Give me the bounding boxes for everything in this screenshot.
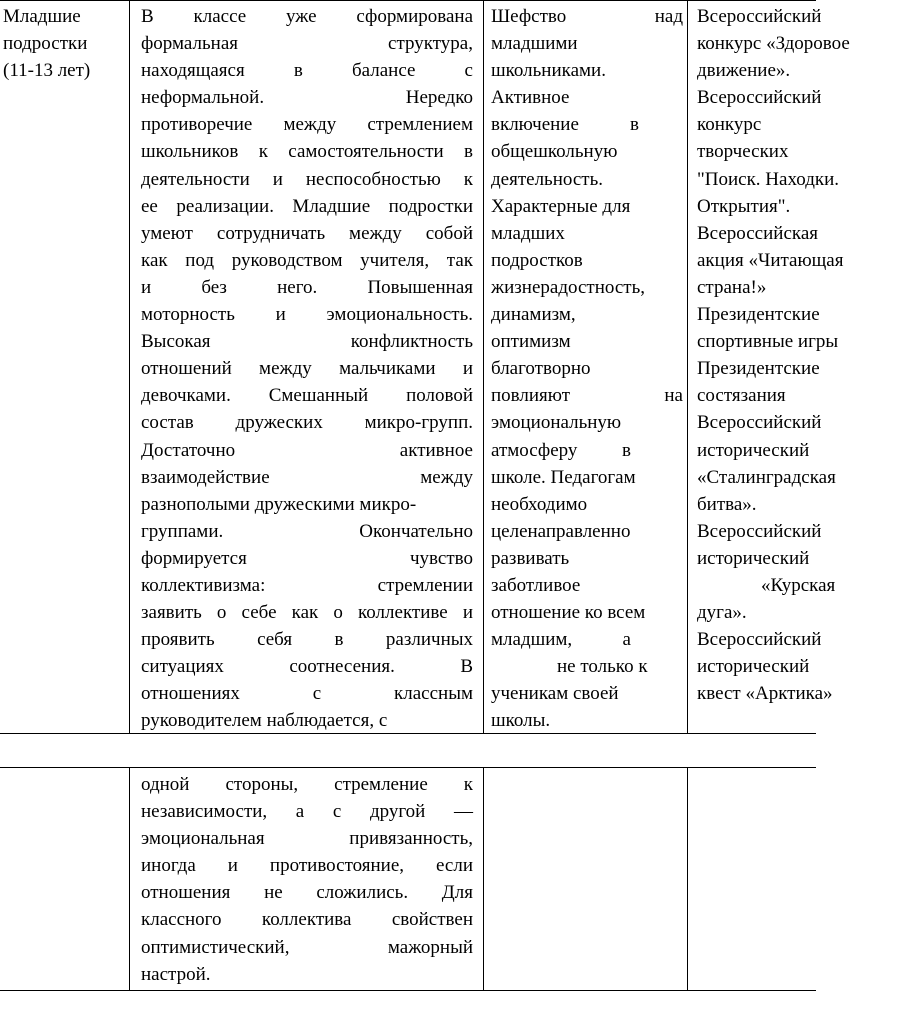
characteristics-line: школьников к самостоятельности в bbox=[141, 141, 473, 163]
tasks-line: школы. bbox=[491, 710, 551, 732]
tasks-line: атмосферу в bbox=[491, 439, 631, 461]
tasks-line: младшими bbox=[491, 33, 578, 55]
characteristics-line: деятельности и неспособностью к bbox=[141, 168, 473, 190]
events-line: Всероссийский bbox=[697, 629, 822, 651]
tasks-line: благотворно bbox=[491, 358, 591, 380]
characteristics-line: девочками. Смешанный половой bbox=[141, 385, 473, 407]
characteristics-line: ситуациях соотнесения. В bbox=[141, 656, 473, 678]
characteristics-line: и без него. Повышенная bbox=[141, 276, 473, 298]
events-line: квест «Арктика» bbox=[697, 683, 833, 705]
table1-top-border bbox=[0, 0, 816, 1]
events-line: конкурс bbox=[697, 114, 762, 136]
events-line: страна!» bbox=[697, 276, 767, 298]
table2-divider-2 bbox=[483, 767, 484, 990]
characteristics-line: находящаяся в балансе с bbox=[141, 60, 473, 82]
tasks-line: младшим, а bbox=[491, 629, 631, 651]
table2-bottom-border bbox=[0, 990, 816, 991]
characteristics-line: формальная структура, bbox=[141, 33, 473, 55]
events-line: «Курская bbox=[761, 574, 836, 596]
characteristics-line: группами. Окончательно bbox=[141, 520, 473, 542]
events-line: состязания bbox=[697, 385, 786, 407]
table1-divider-2 bbox=[483, 0, 484, 733]
tasks-line: подростков bbox=[491, 249, 583, 271]
events-line: спортивные игры bbox=[697, 331, 839, 353]
characteristics-line: иногда и противостояние, если bbox=[141, 855, 473, 877]
tasks-line: жизнерадостность, bbox=[491, 276, 646, 298]
events-line: Президентские bbox=[697, 358, 820, 380]
tasks-line: развивать bbox=[491, 547, 570, 569]
characteristics-cell bbox=[141, 3, 473, 735]
tasks-line: динамизм, bbox=[491, 304, 576, 326]
tasks-line: школе. Педагогам bbox=[491, 466, 636, 488]
tasks-line: не только к bbox=[557, 656, 648, 678]
tasks-line: Характерные для bbox=[491, 195, 631, 217]
age-line: (11-13 лет) bbox=[3, 60, 91, 82]
events-line: творческих bbox=[697, 141, 789, 163]
events-line: Президентские bbox=[697, 304, 820, 326]
tasks-line: общешкольную bbox=[491, 141, 618, 163]
characteristics-line: как под руководством учителя, так bbox=[141, 249, 473, 271]
events-line: исторический bbox=[697, 656, 810, 678]
events-line: дуга». bbox=[697, 602, 747, 624]
characteristics-line: состав дружеских микро-групп. bbox=[141, 412, 473, 434]
characteristics-line: неформальной. Нередко bbox=[141, 87, 473, 109]
events-line: «Сталинградская bbox=[697, 466, 836, 488]
table2-divider-1 bbox=[129, 767, 130, 990]
events-line: движение». bbox=[697, 60, 791, 82]
characteristics-line: противоречие между стремлением bbox=[141, 114, 473, 136]
tasks-line: необходимо bbox=[491, 493, 588, 515]
characteristics-line: руководителем наблюдается, с bbox=[141, 710, 388, 732]
events-line: Всероссийский bbox=[697, 520, 822, 542]
characteristics-continued-cell bbox=[141, 771, 473, 988]
characteristics-line: отношениях с классным bbox=[141, 683, 473, 705]
tasks-line: повлияют на bbox=[491, 385, 683, 407]
tasks-line: ученикам своей bbox=[491, 683, 619, 705]
characteristics-line: В классе уже сформирована bbox=[141, 6, 473, 27]
characteristics-line: одной стороны, стремление к bbox=[141, 774, 473, 795]
table2-top-border bbox=[0, 767, 816, 768]
events-line: исторический bbox=[697, 547, 810, 569]
events-line: Открытия". bbox=[697, 195, 791, 217]
events-line: конкурс «Здоровое bbox=[697, 33, 850, 55]
table1-divider-3 bbox=[687, 0, 688, 733]
table1-divider-1 bbox=[129, 0, 130, 733]
events-line: Всероссийский bbox=[697, 87, 822, 109]
tasks-cell bbox=[491, 3, 683, 735]
tasks-line: Активное bbox=[491, 87, 570, 109]
characteristics-line: взаимодействие между bbox=[141, 466, 473, 488]
tasks-line: младших bbox=[491, 222, 565, 244]
tasks-line: деятельность. bbox=[491, 168, 604, 190]
characteristics-line: проявить себя в различных bbox=[141, 629, 473, 651]
characteristics-line: заявить о себе как о коллективе и bbox=[141, 602, 473, 624]
characteristics-line: отношения не сложились. Для bbox=[141, 882, 473, 904]
events-line: акция «Читающая bbox=[697, 249, 844, 271]
characteristics-line: отношений между мальчиками и bbox=[141, 358, 473, 380]
events-line: Всероссийская bbox=[697, 222, 818, 244]
characteristics-line: эмоциональная привязанность, bbox=[141, 828, 473, 850]
characteristics-line: умеют сотрудничать между собой bbox=[141, 222, 473, 244]
tasks-line: оптимизм bbox=[491, 331, 571, 353]
characteristics-line: коллективизма: стремлении bbox=[141, 574, 473, 596]
characteristics-line: Достаточно активное bbox=[141, 439, 473, 461]
events-line: битва». bbox=[697, 493, 757, 515]
age-line: подростки bbox=[3, 33, 88, 55]
age-line: Младшие bbox=[3, 6, 81, 27]
tasks-line: школьниками. bbox=[491, 60, 606, 82]
characteristics-line: разнополыми дружескими микро- bbox=[141, 493, 417, 515]
characteristics-line: классного коллектива свойствен bbox=[141, 909, 473, 931]
characteristics-line: моторность и эмоциональность. bbox=[141, 304, 473, 326]
characteristics-line: формируется чувство bbox=[141, 547, 473, 569]
characteristics-line: оптимистический, мажорный bbox=[141, 936, 473, 958]
characteristics-line: независимости, а с другой — bbox=[141, 801, 473, 823]
tasks-line: отношение ко всем bbox=[491, 602, 646, 624]
characteristics-line: Высокая конфликтность bbox=[141, 331, 473, 353]
tasks-line: включение в bbox=[491, 114, 639, 136]
events-text bbox=[697, 3, 897, 707]
events-line: Всероссийский bbox=[697, 412, 822, 434]
events-cell bbox=[697, 3, 850, 731]
events-line: исторический bbox=[697, 439, 810, 461]
tasks-line: заботливое bbox=[491, 574, 581, 596]
tasks-line: целенаправленно bbox=[491, 520, 631, 542]
table2-divider-3 bbox=[687, 767, 688, 990]
age-group-cell bbox=[3, 3, 125, 84]
events-line: "Поиск. Находки. bbox=[697, 168, 840, 190]
events-line: Всероссийский bbox=[697, 6, 822, 27]
characteristics-line: ее реализации. Младшие подростки bbox=[141, 195, 473, 217]
characteristics-line: настрой. bbox=[141, 963, 211, 985]
tasks-line: Шефство над bbox=[491, 6, 683, 27]
tasks-line: эмоциональную bbox=[491, 412, 622, 434]
